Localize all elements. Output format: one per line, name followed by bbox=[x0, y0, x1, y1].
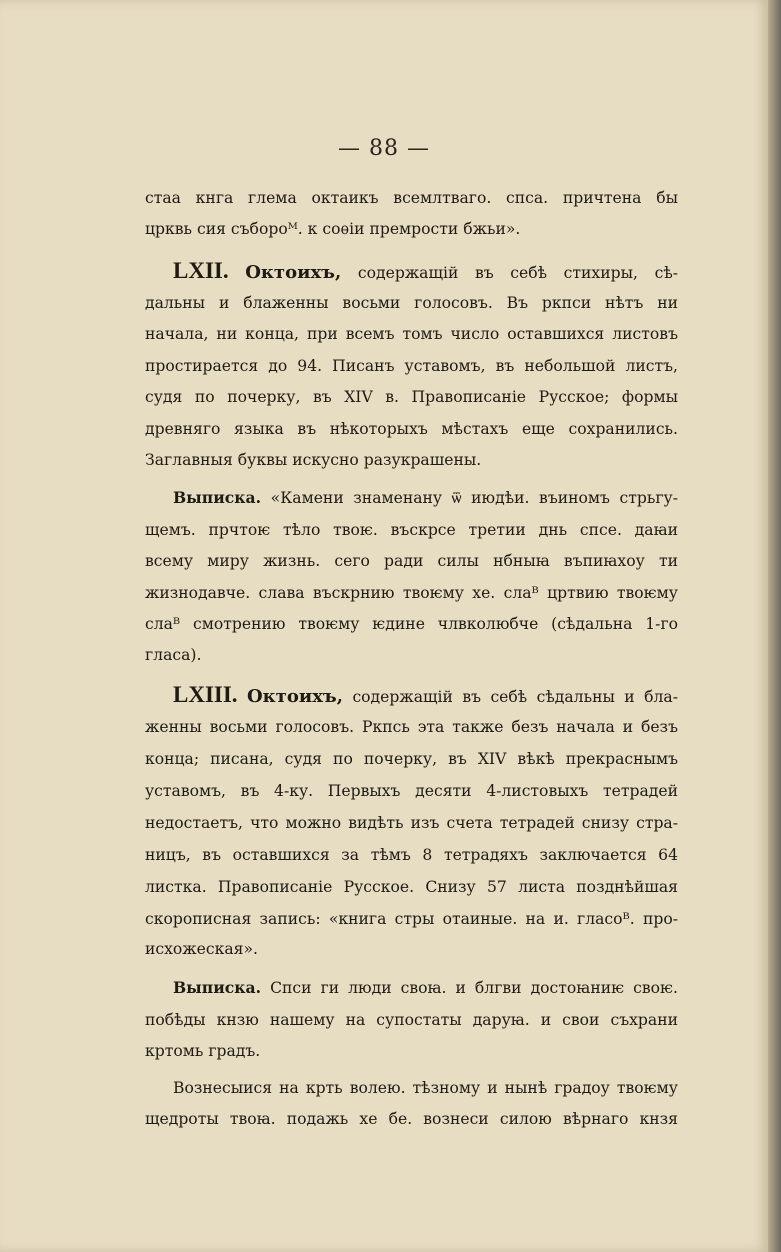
text-line: щемъ. прчтоѥ тѣло твоѥ. въскрсе третии днь спсе. даꙗи bbox=[145, 521, 678, 539]
text-line: судя по почерку, въ XIV в. Правописаніе Русское; формы bbox=[145, 388, 678, 406]
text-line: стаа кнга глема октаикъ всемлтваго. спса. причтена бы bbox=[145, 189, 678, 207]
text-line: начала, ни конца, при всемъ томъ число оставшихся листовъ bbox=[145, 325, 678, 343]
excerpt-line: Выписка. Спси ги люди своꙗ. и блгви достоꙗниѥ своѥ. bbox=[173, 978, 678, 997]
entry-heading-line: LXII. Октоихъ, содержащій въ себѣ стихиры, сѣ- bbox=[173, 258, 678, 283]
excerpt-label: Выписка. bbox=[173, 978, 262, 997]
text-line: женны восьми голосовъ. Ркпсь эта также безъ начала и безъ bbox=[145, 718, 678, 736]
entry-heading-line: LXIII. Октоихъ, содержащій въ себѣ сѣдальны и бла- bbox=[173, 682, 678, 707]
text-line: Заглавныя буквы искусно разукрашены. bbox=[145, 451, 482, 469]
text-line: всему миру жизнь. сего ради силы нбныꙗ въпиꙗхоу ти bbox=[145, 552, 678, 570]
text-line: щедроты твоꙗ. подажь хе бе. вознеси силою вѣрнаго кнзя bbox=[145, 1110, 678, 1128]
text-line: Вознесыися на крть волею. тѣзному и нынѣ градоу твоѥму bbox=[173, 1079, 678, 1097]
text-line: простирается до 94. Писанъ уставомъ, въ небольшой листъ, bbox=[145, 357, 678, 375]
text-line: кртомь градъ. bbox=[145, 1042, 261, 1060]
text-line: исхожеская». bbox=[145, 940, 258, 958]
text-line: листка. Правописаніе Русское. Снизу 57 листа позднѣйшая bbox=[145, 878, 678, 896]
text-line: ницъ, въ оставшихся за тѣмъ 8 тетрадяхъ заключается 64 bbox=[145, 846, 678, 864]
text-line: дальны и блаженны восьми голосовъ. Въ ркпси нѣтъ ни bbox=[145, 294, 678, 312]
text-line: црквь сия събороᴹ. к соѳіи премрости бжьи». bbox=[145, 220, 521, 238]
entry-number: LXII. bbox=[173, 258, 229, 283]
entry-title: Октоихъ, bbox=[247, 686, 343, 707]
excerpt-label: Выписка. bbox=[173, 488, 262, 507]
text-line: гласа). bbox=[145, 646, 202, 664]
page-number: — 88 — bbox=[338, 136, 430, 161]
text-line: конца; писана, судя по почерку, въ XIV вѣкѣ прекраснымъ bbox=[145, 750, 678, 768]
text-line: уставомъ, въ 4-ку. Первыхъ десяти 4-листовыхъ тетрадей bbox=[145, 782, 678, 800]
text-line: побѣды кнзю нашему на супостаты даруꙗ. и свои съхрани bbox=[145, 1011, 678, 1029]
entry-title: Октоихъ, bbox=[245, 262, 342, 283]
excerpt-line: Выписка. «Камени знаменану ѿ июдѣи. въиномъ стрьгу- bbox=[173, 488, 678, 507]
text-line: жизнодавче. слава въскрнию твоѥму хе. слаᴮ цртвию твоѥму bbox=[145, 584, 678, 602]
text-line: скорописная запись: «книга стры отаиные. на и. гласоᴮ. про- bbox=[145, 910, 678, 928]
page-edge bbox=[768, 0, 781, 1252]
text-line: недостаетъ, что можно видѣть изъ счета тетрадей снизу стра- bbox=[145, 814, 678, 832]
text-line: слаᴮ смотрению твоѥму ѥдине члвколюбче (сѣдальна 1-го bbox=[145, 615, 678, 633]
text-line: древняго языка въ нѣкоторыхъ мѣстахъ еще сохранились. bbox=[145, 420, 678, 438]
entry-number: LXIII. bbox=[173, 682, 238, 707]
